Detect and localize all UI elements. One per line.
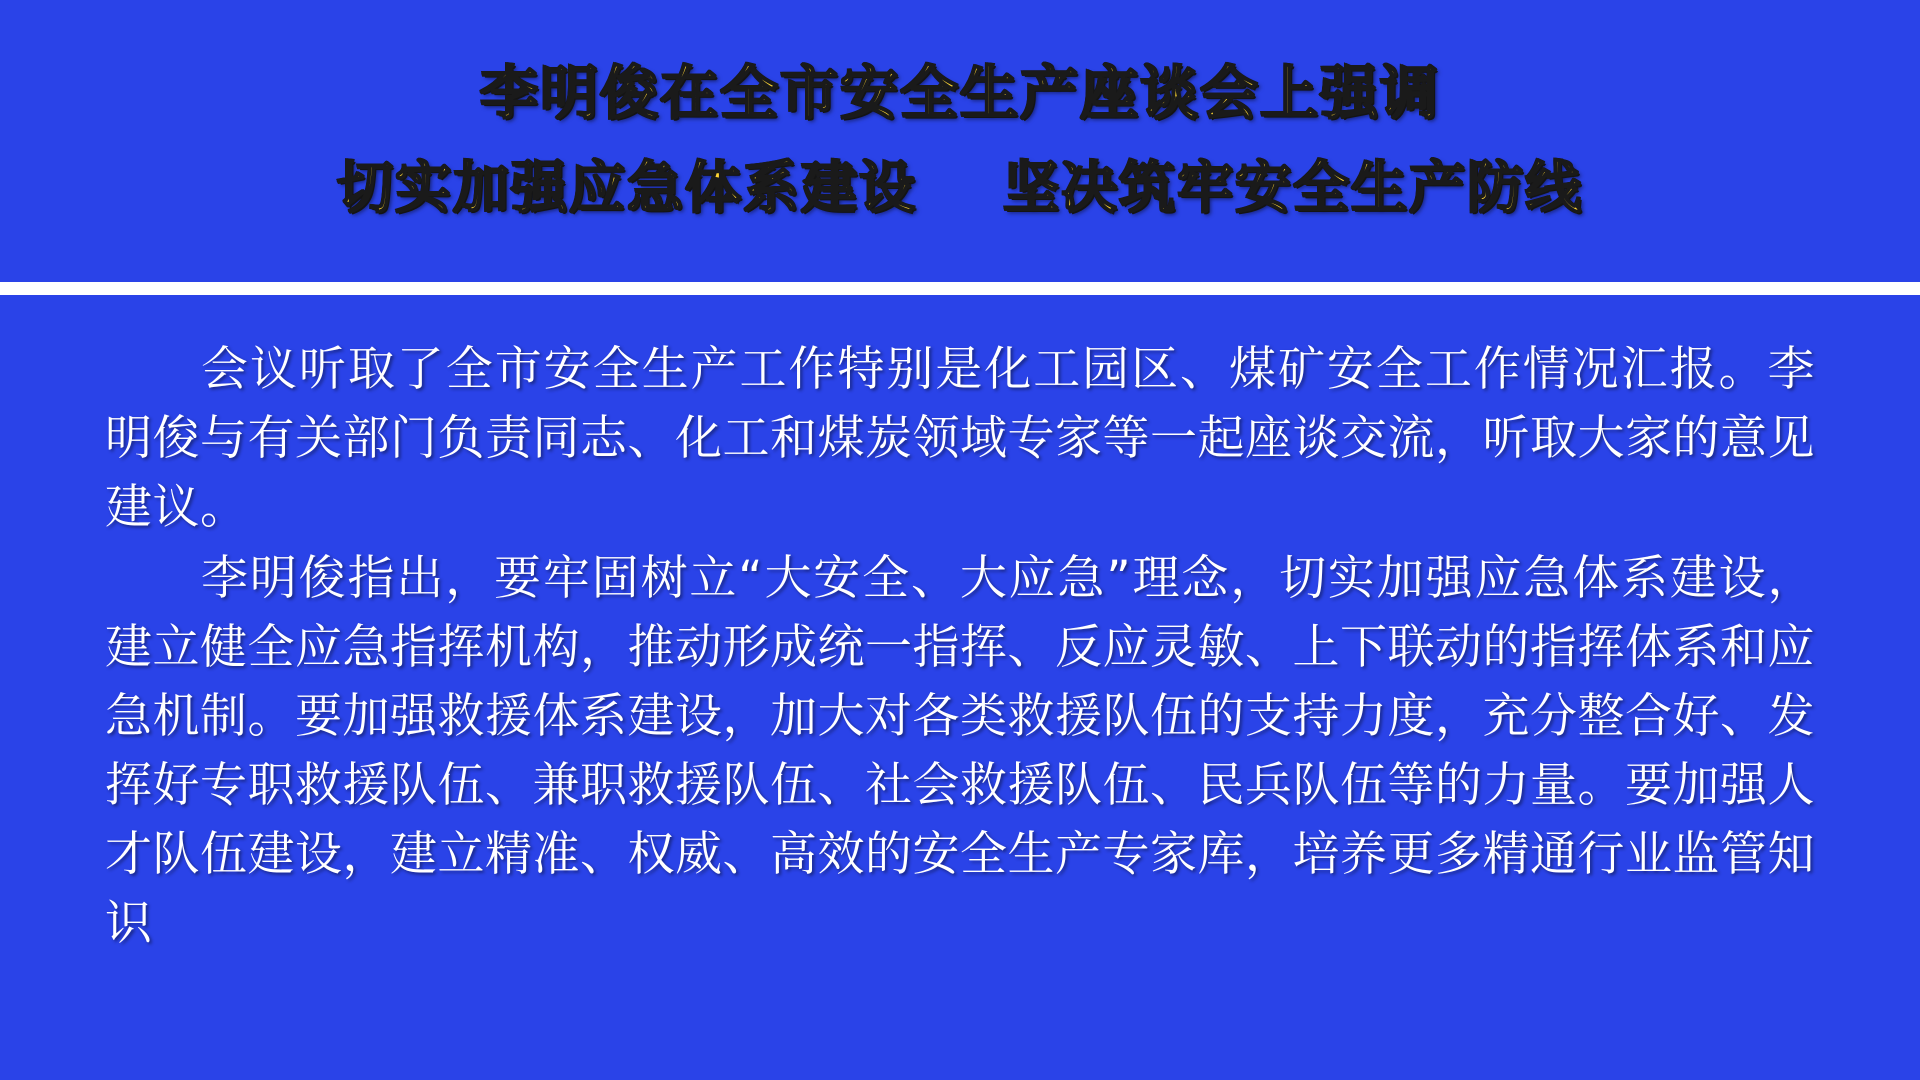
body-paragraph-1: 会议听取了全市安全生产工作特别是化工园区、煤矿安全工作情况汇报。李明俊与有关部门负责同志、化工和煤炭领域专家等一起座谈交流，听取大家的意见建议。 [105,342,1815,535]
title-banner [0,0,1920,282]
body-text-panel [0,295,1920,1080]
headline-line-2: 切实加强应急体系建设 坚决筑牢安全生产防线 [337,156,1583,221]
headline-line-1: 李明俊在全市安全生产座谈会上强调 [479,59,1440,127]
body-paragraph-2: 李明俊指出，要牢固树立“大安全、大应急”理念，切实加强应急体系建设，建立健全应急指挥机构，推动形成统一指挥、反应灵敏、上下联动的指挥体系和应急机制。要加强救援体系建设，加大对各类救援队伍的支持力度，充分整合好、发挥好专职救援队伍、兼职救援队伍、社会救援队伍、民兵队伍等的力量。要加强人才队伍建设，建立精准、权威、高效的安全生产专家库，培养更多精通行业监管知识 [105,551,1815,951]
header-body-divider [0,282,1920,295]
